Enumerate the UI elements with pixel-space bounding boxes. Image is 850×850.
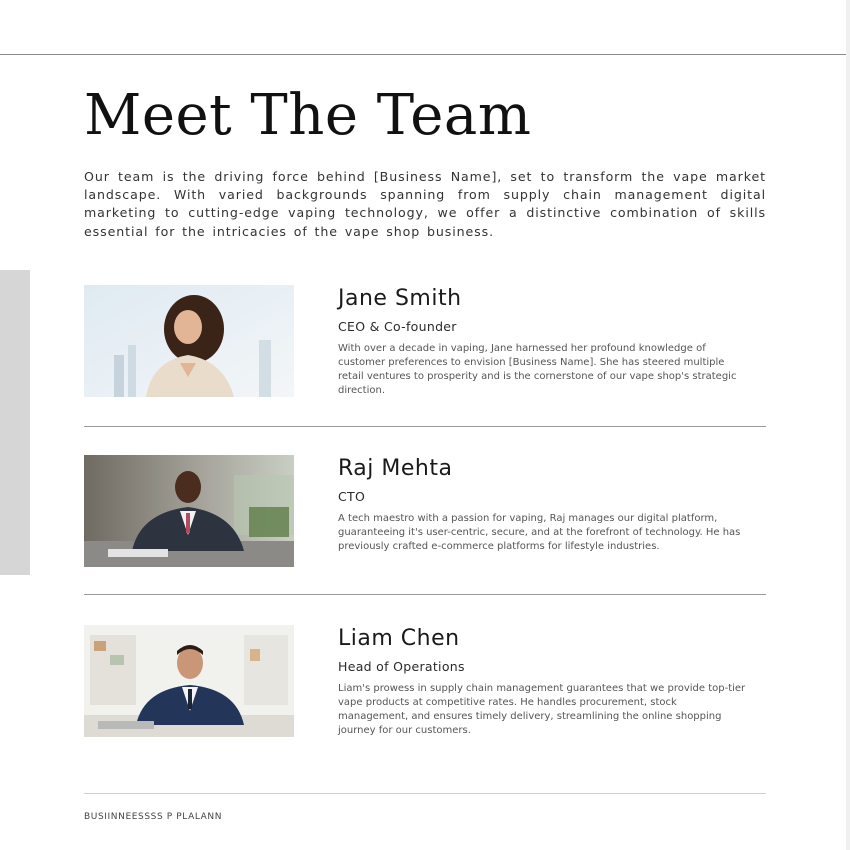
portrait-illustration (84, 625, 294, 737)
member-photo-liam-chen (84, 625, 294, 737)
page-edge (846, 0, 850, 850)
member-role: CEO & Co-founder (338, 319, 457, 334)
member-bio: Liam's prowess in supply chain management guarantees that we provide top-tier vape products at competitive rates. He handles procurement, stock management, and ensures timely delivery, streamlining the online shopping journey for our customers. (338, 683, 746, 736)
member-photo-jane-smith (84, 285, 294, 397)
portrait-illustration (84, 285, 294, 397)
member-info (338, 285, 758, 398)
side-tab-marker (0, 270, 30, 575)
team-member-card (84, 285, 766, 410)
member-name: Jane Smith (338, 286, 462, 311)
member-name: Liam Chen (338, 626, 460, 651)
member-info (338, 455, 758, 554)
member-info (338, 625, 758, 738)
member-name: Raj Mehta (338, 456, 453, 481)
section-divider (84, 594, 766, 595)
footer-divider (84, 793, 766, 794)
member-bio: With over a decade in vaping, Jane harnessed her profound knowledge of customer preferences to envision [Business Name]. She has steered multiple retail ventures to prosperity and is the cornerstone of our vape shop's strategic direction. (338, 343, 737, 396)
top-divider (0, 54, 850, 55)
team-member-card (84, 455, 766, 567)
member-bio: A tech maestro with a passion for vaping, Raj manages our digital platform, guaranteeing it's user-centric, secure, and at the forefront of technology. He has previously crafted e-commerce platforms for lifestyle industries. (338, 513, 741, 552)
section-divider (84, 426, 766, 427)
member-role: Head of Operations (338, 659, 465, 674)
member-photo-raj-mehta (84, 455, 294, 567)
portrait-illustration (84, 455, 294, 567)
team-member-card (84, 625, 766, 750)
member-role: CTO (338, 489, 366, 504)
page-title: Meet The Team (84, 83, 532, 148)
intro-paragraph: Our team is the driving force behind [Business Name], set to transform the vape market landscape. With varied backgrounds spanning from supply chain management digital marketing to cutting-edge vaping technology, we offer a distinctive combination of skills essential for the intricacies of the vape shop business. (84, 169, 766, 239)
footer-label: BUSIINNEESSSS P PLALANN (84, 812, 223, 822)
